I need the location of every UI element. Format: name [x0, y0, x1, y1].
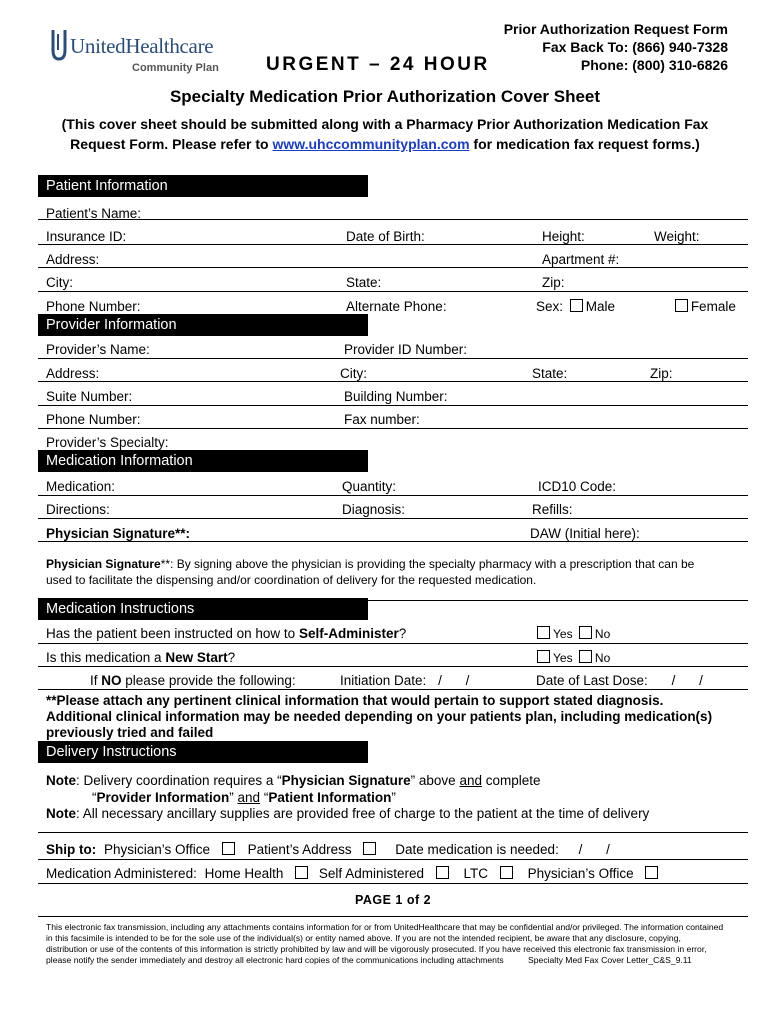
no-label: No	[594, 651, 611, 665]
note2-f: ”	[391, 790, 396, 805]
subtitle-post: for medication fax request forms.)	[473, 136, 700, 152]
divider	[38, 518, 748, 519]
patient-address-label: Address:	[46, 252, 100, 267]
quantity-label: Quantity:	[342, 479, 397, 494]
legal-line4: please notify the sender immediately and destroy all electronic hard copies of the communications including attachments	[46, 955, 504, 965]
dob-label: Date of Birth:	[346, 229, 425, 244]
ship-patients-address-label: Patient’s Address	[247, 842, 352, 857]
subtitle-line1: (This cover sheet should be submitted along with a Pharmacy Prior Authorization Medication Fax	[61, 116, 709, 132]
q1-pre: Has the patient been instructed on how to	[46, 626, 296, 641]
icd10-label: ICD10 Code:	[538, 479, 617, 494]
divider	[38, 859, 748, 860]
building-label: Building Number:	[344, 389, 448, 404]
medication-label: Medication:	[46, 479, 116, 494]
q2-bold: New Start	[165, 650, 228, 665]
male-label: Male	[585, 299, 616, 314]
ship-to-row	[46, 842, 610, 857]
q2-pre: Is this medication a	[46, 650, 162, 665]
sex-field	[536, 299, 736, 314]
divider	[38, 267, 748, 268]
ship-physicians-office-checkbox[interactable]	[222, 842, 235, 855]
note1-and: and	[459, 773, 482, 788]
delivery-note-1	[46, 773, 541, 788]
sex-label: Sex:	[536, 299, 564, 314]
note3: : All necessary ancillary supplies are provided free of charge to the patient at the time of delivery	[76, 806, 650, 821]
legal-disclaimer	[46, 922, 746, 966]
divider	[38, 689, 748, 690]
note-label: Note	[46, 773, 76, 788]
male-checkbox[interactable]	[570, 299, 583, 312]
logo-name: UnitedHealthcare	[70, 34, 214, 58]
page-number: PAGE 1 of 2	[354, 893, 432, 907]
divider	[38, 643, 748, 644]
self-administer-yes-checkbox[interactable]	[537, 626, 550, 639]
new-start-question	[46, 650, 235, 665]
new-start-options	[534, 650, 610, 665]
initiation-label: Initiation Date:	[340, 673, 427, 688]
section-provider: Provider Information	[38, 314, 368, 336]
attach-line2: Additional clinical information may be needed depending on your patients plan, including medication(s)	[46, 709, 713, 724]
apartment-label: Apartment #:	[542, 252, 620, 267]
note1-b: Physician Signature	[281, 773, 411, 788]
patient-zip-label: Zip:	[542, 275, 565, 290]
provider-name-label: Provider’s Name:	[46, 342, 150, 357]
home-health-label: Home Health	[204, 866, 284, 881]
new-start-yes-checkbox[interactable]	[537, 650, 550, 663]
divider	[38, 495, 748, 496]
note2-e: Patient Information	[268, 790, 392, 805]
yes-label: Yes	[553, 627, 573, 641]
provider-id-label: Provider ID Number:	[344, 342, 468, 357]
divider	[38, 428, 748, 429]
provider-state-label: State:	[532, 366, 568, 381]
self-administer-no-checkbox[interactable]	[579, 626, 592, 639]
divider	[368, 600, 748, 601]
uhc-link[interactable]: www.uhccommunityplan.com	[272, 136, 470, 152]
last-dose-label: Date of Last Dose:	[536, 673, 648, 688]
daw-label: DAW (Initial here):	[530, 526, 640, 541]
administered-row	[46, 866, 661, 881]
height-label: Height:	[542, 229, 585, 244]
legal-line4-row	[46, 955, 746, 966]
note-label: Note	[46, 806, 76, 821]
ltc-checkbox[interactable]	[500, 866, 513, 879]
logo-sub: Community Plan	[132, 62, 219, 74]
header-phone: Phone: (800) 310-6826	[580, 57, 728, 73]
if-bold: NO	[101, 673, 122, 688]
insurance-id-label: Insurance ID:	[46, 229, 127, 244]
home-health-checkbox[interactable]	[295, 866, 308, 879]
admin-physicians-office-label: Physician’s Office	[527, 866, 634, 881]
provider-phone-label: Phone Number:	[46, 412, 141, 427]
section-delivery: Delivery Instructions	[38, 741, 368, 763]
header-info	[504, 20, 728, 74]
note2-a: “	[92, 790, 97, 805]
date-slash: /	[465, 673, 470, 688]
page-title: Specialty Medication Prior Authorization Cover Sheet	[169, 87, 601, 106]
female-label: Female	[690, 299, 736, 314]
note1-c: ” above	[410, 773, 456, 788]
attach-line1: **Please attach any pertinent clinical information that would pertain to support stated diagnosis.	[46, 693, 664, 708]
doc-id: Specialty Med Fax Cover Letter_C&S_9.11	[528, 955, 692, 965]
divider	[38, 405, 748, 406]
self-administer-question	[46, 626, 406, 641]
divider	[38, 832, 748, 833]
note2-d: “	[263, 790, 269, 805]
q1-post: ?	[398, 626, 407, 641]
refills-label: Refills:	[532, 502, 573, 517]
subtitle-line2	[0, 134, 770, 154]
ship-patients-address-checkbox[interactable]	[363, 842, 376, 855]
signature-note	[46, 556, 746, 588]
if-post: please provide the following:	[125, 673, 296, 688]
weight-label: Weight:	[654, 229, 700, 244]
attach-line3: previously tried and failed	[46, 725, 214, 740]
divider	[38, 916, 748, 917]
delivery-note-2	[92, 790, 396, 805]
provider-fax-label: Fax number:	[344, 412, 420, 427]
legal-line2: in this facsimile is intended to be for the sole use of the individual(s) or entity named above. If you are not the intended recipient, be aware that any disclosure, copying,	[46, 933, 681, 943]
if-pre: If	[90, 673, 98, 688]
q2-post: ?	[227, 650, 236, 665]
provider-specialty-label: Provider’s Specialty:	[46, 435, 169, 450]
date-slash: /	[578, 842, 583, 857]
female-checkbox[interactable]	[675, 299, 688, 312]
q1-bold: Self-Administer	[298, 626, 399, 641]
legal-line3: distribution or use of the contents of this information is strictly prohibited by law and will be vigorously prosecuted. If you have received this electronic fax transmission in error,	[46, 944, 707, 954]
new-start-no-checkbox[interactable]	[579, 650, 592, 663]
yes-label: Yes	[553, 651, 573, 665]
note2-b: Provider Information	[96, 790, 230, 805]
date-slash: /	[438, 673, 442, 688]
subtitle	[0, 114, 770, 154]
uhc-logo-mark-icon	[50, 28, 68, 62]
suite-label: Suite Number:	[46, 389, 133, 404]
divider	[38, 291, 748, 292]
physician-signature-label: Physician Signature**:	[46, 526, 191, 541]
section-patient: Patient Information	[38, 175, 368, 197]
note2-and: and	[237, 790, 261, 805]
signature-note-bold: Physician Signature	[46, 557, 161, 571]
note1-a: : Delivery coordination requires a “	[76, 773, 282, 788]
note1-d: complete	[485, 773, 541, 788]
no-label: No	[594, 627, 611, 641]
admin-physicians-office-checkbox[interactable]	[645, 866, 658, 879]
urgent-label: URGENT – 24 HOUR	[266, 54, 490, 75]
alt-phone-label: Alternate Phone:	[346, 299, 447, 314]
date-slash: /	[606, 842, 610, 857]
note2-c: ”	[229, 790, 234, 805]
divider	[38, 244, 748, 245]
ship-to-label: Ship to:	[46, 842, 97, 857]
legal-line1: This electronic fax transmission, including any attachments contains information for or from UnitedHealthcare that may be confidential and/or privileged. The information contained	[46, 922, 724, 932]
initiation-date-field	[340, 673, 469, 688]
directions-label: Directions:	[46, 502, 110, 517]
divider	[38, 219, 748, 220]
provider-city-label: City:	[340, 366, 367, 381]
self-administer-options	[534, 626, 610, 641]
self-administered-label: Self Administered	[318, 866, 424, 881]
patient-name-label: Patient’s Name:	[46, 206, 142, 221]
patient-city-label: City:	[46, 275, 73, 290]
date-needed-label: Date medication is needed:	[395, 842, 559, 857]
divider	[38, 541, 748, 542]
subtitle-pre: Request Form. Please refer to	[70, 136, 269, 152]
ship-physicians-office-label: Physician’s Office	[104, 842, 211, 857]
administered-label: Medication Administered:	[46, 866, 197, 881]
divider	[38, 666, 748, 667]
divider	[38, 381, 748, 382]
patient-state-label: State:	[346, 275, 382, 290]
date-slash: /	[699, 673, 703, 688]
signature-note-line2: used to facilitate the dispensing and/or coordination of delivery for the requested medication.	[46, 573, 537, 587]
diagnosis-label: Diagnosis:	[342, 502, 406, 517]
delivery-note-3	[46, 806, 649, 821]
last-dose-field	[536, 673, 703, 688]
provider-zip-label: Zip:	[650, 366, 673, 381]
if-no-label	[90, 673, 296, 688]
ltc-label: LTC	[463, 866, 489, 881]
patient-phone-label: Phone Number:	[46, 299, 141, 314]
divider	[38, 883, 748, 884]
provider-address-label: Address:	[46, 366, 100, 381]
section-medication: Medication Information	[38, 450, 368, 472]
attach-note	[46, 693, 756, 741]
date-slash: /	[671, 673, 676, 688]
signature-note-line1: **: By signing above the physician is providing the specialty pharmacy with a prescription that can be	[160, 557, 695, 571]
divider	[38, 358, 748, 359]
section-instructions: Medication Instructions	[38, 598, 368, 620]
self-administered-checkbox[interactable]	[436, 866, 449, 879]
form-title: Prior Authorization Request Form	[503, 21, 728, 37]
fax-back: Fax Back To: (866) 940-7328	[542, 39, 728, 55]
